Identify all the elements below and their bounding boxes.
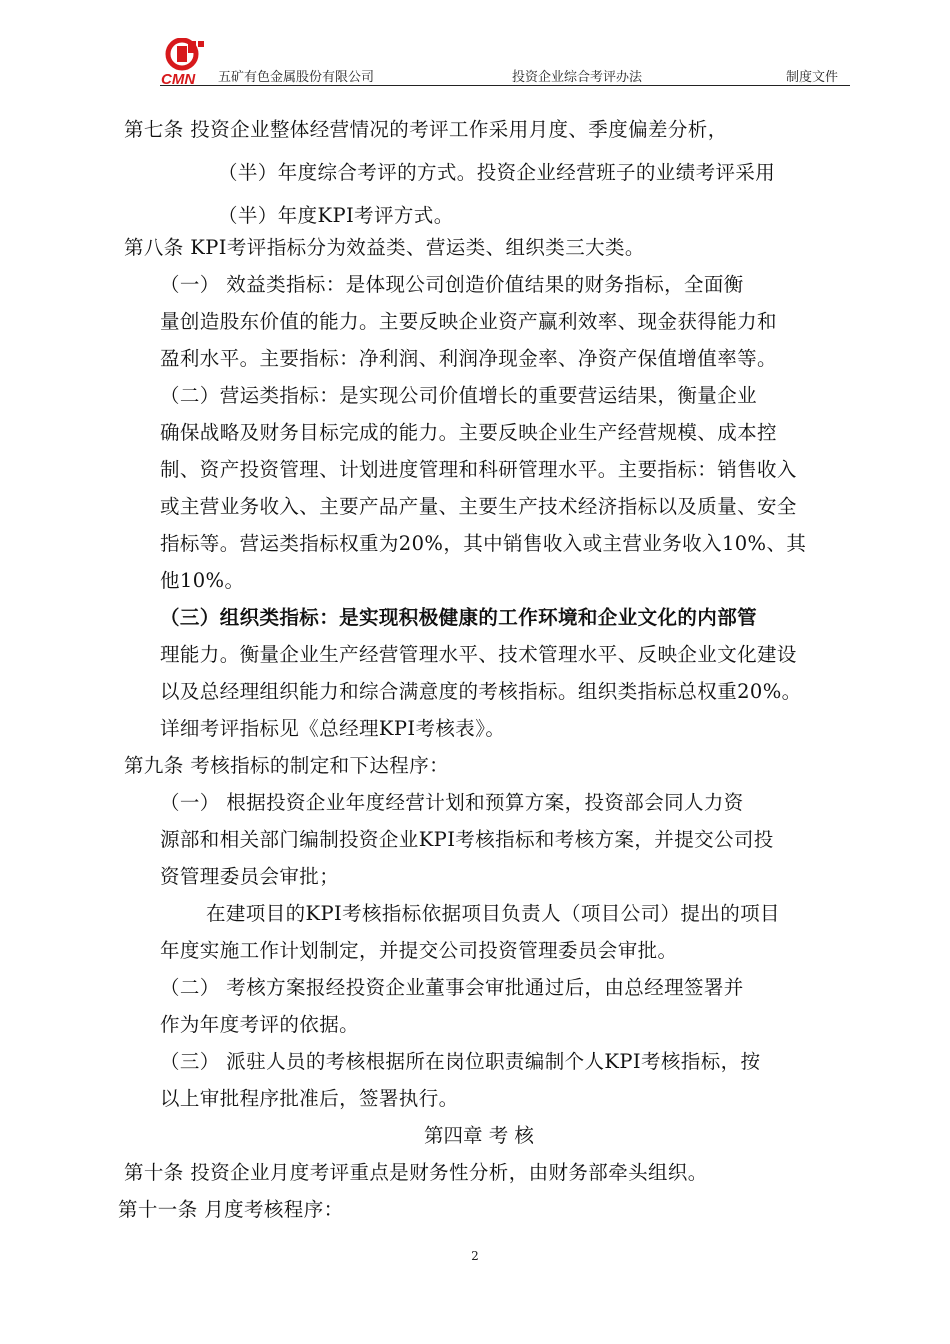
text-line: （二） 考核方案报经投资企业董事会审批通过后，由总经理签署并 <box>160 976 744 999</box>
text-line: 理能力。衡量企业生产经营管理水平、技术管理水平、反映企业文化建设 <box>160 643 797 666</box>
page-header <box>160 38 850 88</box>
header-company: 五矿有色金属股份有限公司 <box>218 70 375 85</box>
header-doc-type: 制度文件 <box>786 70 839 85</box>
text-line: （半）年度KPI考评方式。 <box>218 204 454 227</box>
text-line: 指标等。营运类指标权重为20%，其中销售收入或主营业务收入10%、其 <box>160 532 807 555</box>
text-line: 制、资产投资管理、计划进度管理和科研管理水平。主要指标：销售收入 <box>160 458 797 481</box>
text-line: 在建项目的KPI考核指标依据项目负责人（项目公司）提出的项目 <box>206 902 780 925</box>
text-line: 资管理委员会审批； <box>160 865 340 888</box>
text-line: 第十一条 月度考核程序： <box>118 1198 344 1221</box>
header-divider <box>160 85 850 86</box>
text-line: 以及总经理组织能力和综合满意度的考核指标。组织类指标总权重20%。 <box>160 680 802 703</box>
text-line: 以上审批程序批准后，签署执行。 <box>160 1087 459 1110</box>
text-line: （一） 根据投资企业年度经营计划和预算方案，投资部会同人力资 <box>160 791 744 814</box>
text-line: 第八条 KPI考评指标分为效益类、营运类、组织类三大类。 <box>124 236 645 259</box>
header-doc-title: 投资企业综合考评办法 <box>512 70 643 85</box>
page-number: 2 <box>471 1249 479 1263</box>
text-line: 量创造股东价值的能力。主要反映企业资产赢利效率、现金获得能力和 <box>160 310 777 333</box>
text-line: 盈利水平。主要指标：净利润、利润净现金率、净资产保值增值率等。 <box>160 347 777 370</box>
text-line: 他10%。 <box>160 569 245 592</box>
svg-text:CMN: CMN <box>161 71 196 86</box>
text-line: 详细考评指标见《总经理KPI考核表》。 <box>160 717 506 740</box>
text-line: 源部和相关部门编制投资企业KPI考核指标和考核方案，并提交公司投 <box>160 828 774 851</box>
text-line: 第九条 考核指标的制定和下达程序： <box>124 754 449 777</box>
chapter-heading: 第四章 考 核 <box>424 1124 534 1147</box>
text-line: 年度实施工作计划制定，并提交公司投资管理委员会审批。 <box>160 939 678 962</box>
text-line: 第十条 投资企业月度考评重点是财务性分析，由财务部牵头组织。 <box>124 1161 708 1184</box>
text-line: （一） 效益类指标：是体现公司创造价值结果的财务指标，全面衡 <box>160 273 744 296</box>
cmn-logo-icon <box>160 38 212 86</box>
text-line: 作为年度考评的依据。 <box>160 1013 360 1036</box>
text-line: （三） 派驻人员的考核根据所在岗位职责编制个人KPI考核指标，按 <box>160 1050 761 1073</box>
text-line: （三）组织类指标：是实现积极健康的工作环境和企业文化的内部管 <box>160 606 758 629</box>
text-line: 确保战略及财务目标完成的能力。主要反映企业生产经营规模、成本控 <box>160 421 777 444</box>
text-line: （半）年度综合考评的方式。投资企业经营班子的业绩考评采用 <box>218 161 776 184</box>
text-line: （二）营运类指标：是实现公司价值增长的重要营运结果，衡量企业 <box>160 384 758 407</box>
text-line: 或主营业务收入、主要产品产量、主要生产技术经济指标以及质量、安全 <box>160 495 797 518</box>
text-line: 第七条 投资企业整体经营情况的考评工作采用月度、季度偏差分析， <box>124 118 728 141</box>
